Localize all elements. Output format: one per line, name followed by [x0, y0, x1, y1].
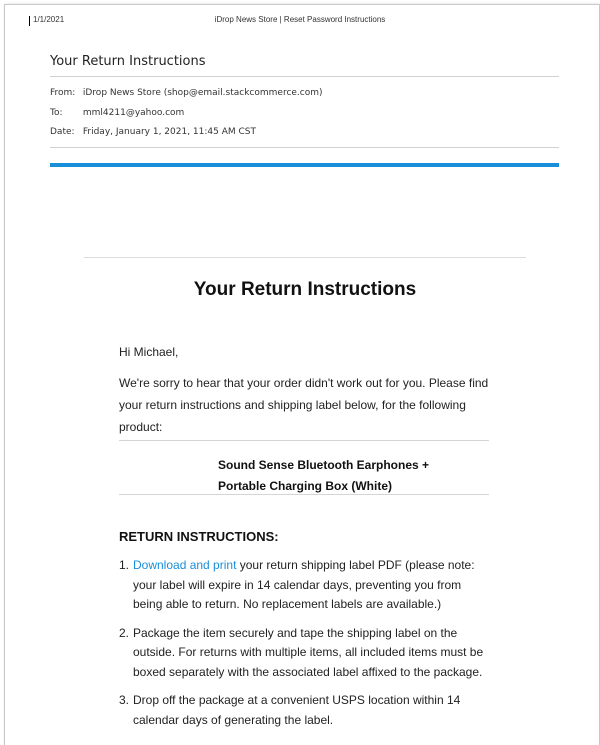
date-label: Date: — [50, 127, 75, 137]
header-divider — [50, 76, 559, 77]
step-text: Package the item securely and tape the shipping label on the outside. For returns with multiple items, all included items must be boxed separately with the associated label affixed to the package. — [133, 625, 484, 679]
step-number: 2. — [119, 625, 130, 640]
to-label: To: — [50, 108, 63, 118]
download-label-link[interactable]: Download and print — [133, 558, 237, 572]
print-page-title: iDrop News Store | Reset Password Instructions — [214, 15, 386, 24]
intro-paragraph: We're sorry to hear that your order didn't work out for you. Please find your return instructions and shipping label below, for the following product: — [119, 376, 489, 434]
date-row — [50, 127, 256, 137]
step-number: 1. — [119, 558, 130, 572]
instruction-step — [119, 624, 489, 683]
from-row — [50, 88, 323, 98]
to-row — [50, 108, 184, 118]
step-text: Drop off the package at a convenient USPS location within 14 calendar days of generating the label. — [133, 693, 461, 727]
accent-bar — [50, 163, 559, 167]
product-bottom-divider — [119, 494, 489, 495]
step-text: your return shipping label PDF (please note: your label will expire in 14 calendar days, preventing you from being able to return. No replacement labels are available.) — [133, 558, 475, 611]
instruction-step — [119, 691, 489, 730]
body-title: Your Return Instructions — [193, 279, 417, 300]
product-name: Sound Sense Bluetooth Earphones + Portable Charging Box (White) — [218, 458, 430, 493]
instruction-step — [119, 556, 489, 615]
step-number: 3. — [119, 693, 130, 707]
greeting: Hi Michael, — [119, 345, 179, 359]
date-value: Friday, January 1, 2021, 11:45 AM CST — [82, 127, 257, 137]
content-divider — [84, 257, 526, 258]
header-bottom-divider — [50, 147, 559, 148]
from-label: From: — [50, 88, 76, 98]
print-date: 1/1/2021 — [33, 15, 65, 24]
email-subject: Your Return Instructions — [50, 54, 206, 69]
instructions-heading: RETURN INSTRUCTIONS: — [119, 529, 279, 544]
product-top-divider — [119, 440, 489, 441]
to-value[interactable]: mml4211@yahoo.com — [82, 108, 185, 118]
from-value[interactable]: iDrop News Store (shop@email.stackcommerce.com) — [82, 88, 323, 98]
instructions-list — [119, 556, 489, 739]
